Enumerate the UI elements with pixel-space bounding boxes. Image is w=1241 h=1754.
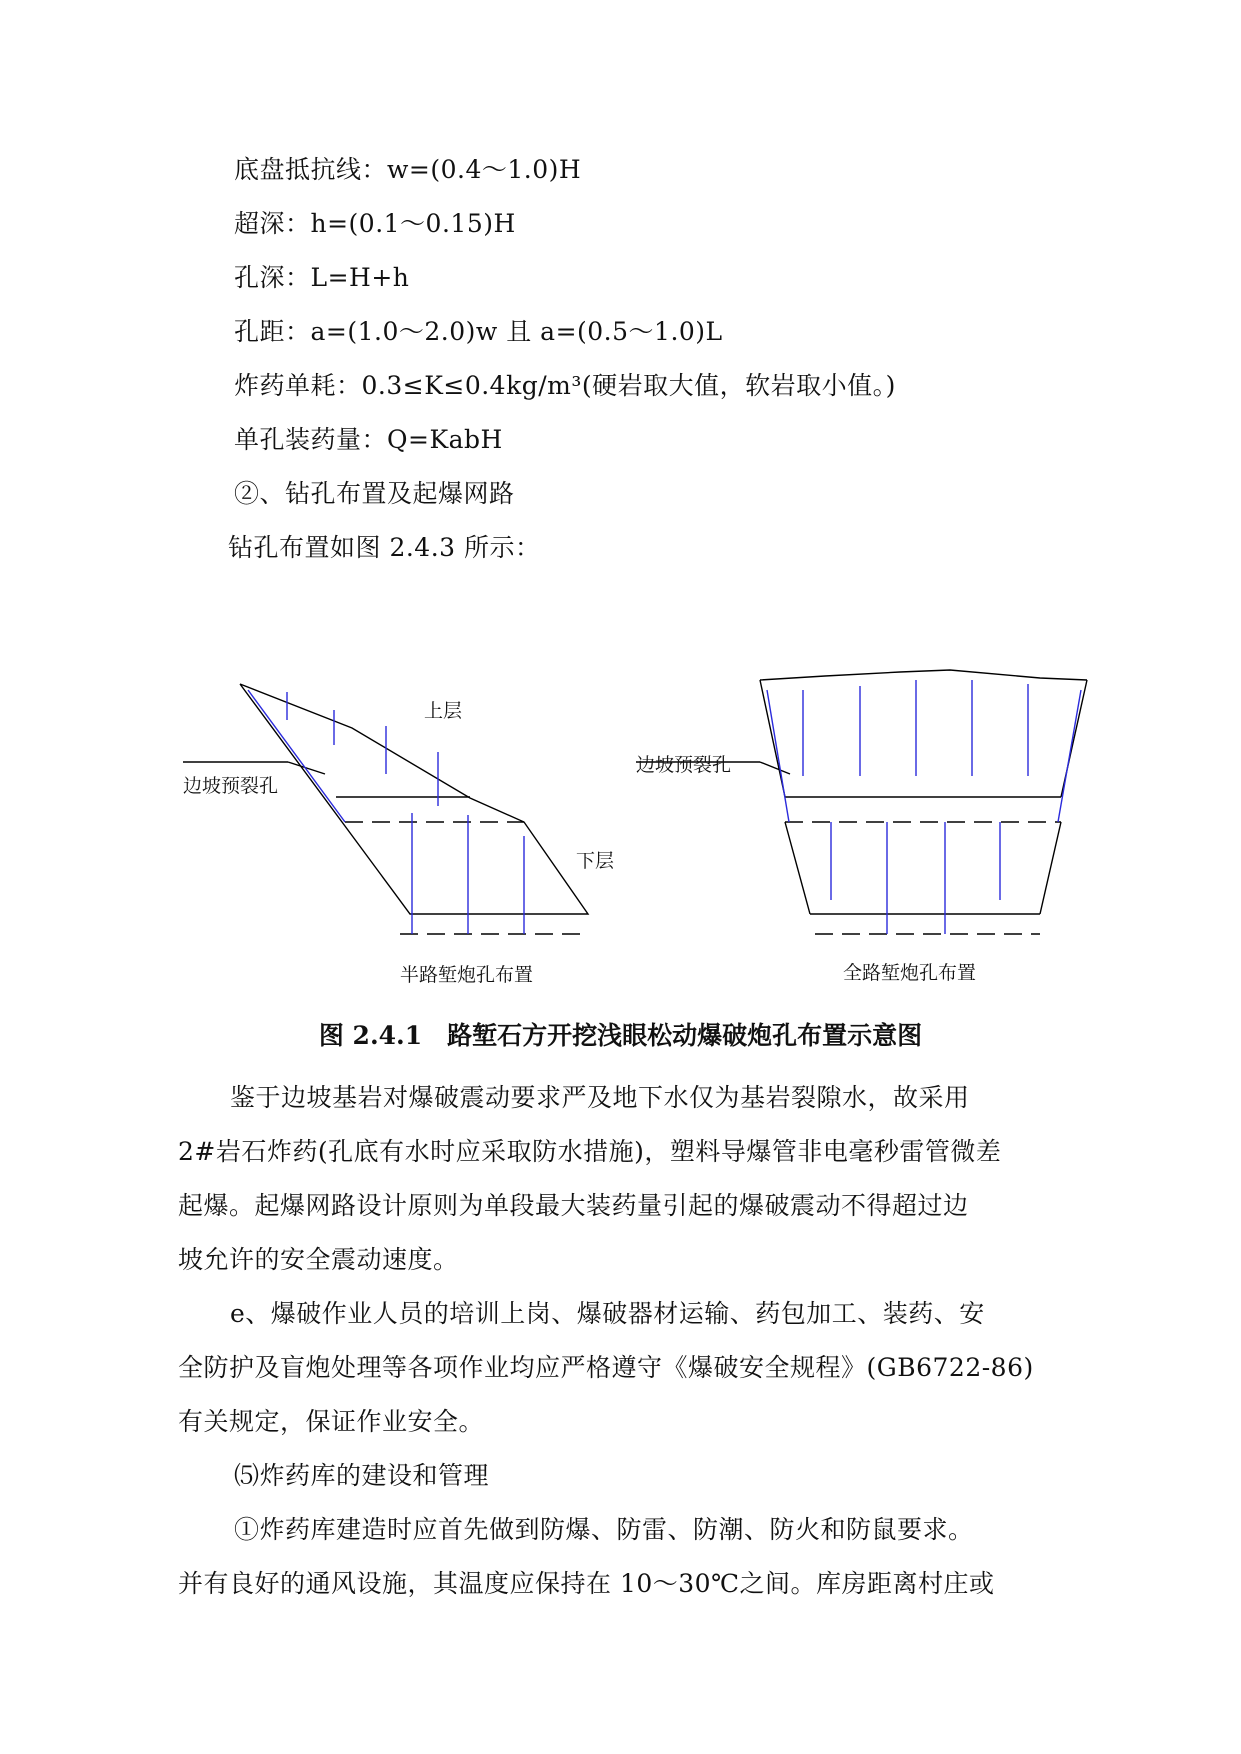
blasthole-line — [248, 690, 345, 822]
paragraph-line: 2#岩石炸药(孔底有水时应采取防水措施)，塑料导爆管非电毫秒雷管微差 — [178, 1137, 1002, 1166]
presplit-hole-label-left: 边坡预裂孔 — [183, 775, 279, 797]
paragraph-line: 并有良好的通风设施，其温度应保持在 10～30℃之间。库房距离村庄或 — [178, 1569, 995, 1598]
section-heading-magazine: ⑸炸药库的建设和管理 — [234, 1461, 490, 1490]
formula-hole-depth: 孔深：L=H+h — [234, 263, 410, 292]
formula-charge-per-hole: 单孔装药量：Q=KabH — [234, 425, 503, 454]
presplit-hole-label-right: 边坡预裂孔 — [636, 754, 732, 776]
blasthole-line — [767, 690, 789, 822]
outline-line — [1040, 822, 1061, 914]
paragraph-line: e、爆破作业人员的培训上岗、爆破器材运输、药包加工、装药、安 — [230, 1299, 985, 1328]
paragraph-line: ①炸药库建造时应首先做到防爆、防雷、防潮、防火和防鼠要求。 — [234, 1515, 974, 1544]
paragraph-line: 有关规定，保证作业安全。 — [178, 1407, 485, 1436]
paragraph-line: 全防护及盲炮处理等各项作业均应严格遵守《爆破安全规程》(GB6722-86) — [178, 1353, 1034, 1382]
half-cutting-subtitle: 半路堑炮孔布置 — [400, 964, 534, 986]
half-cutting-diagram — [183, 684, 588, 934]
section-heading-drilling: ②、钻孔布置及起爆网路 — [234, 479, 515, 508]
outline-line — [288, 762, 325, 774]
formula-base-burden: 底盘抵抗线：w=(0.4～1.0)H — [234, 155, 582, 184]
outline-line — [760, 670, 1087, 680]
figure-caption: 图 2.4.1 路堑石方开挖浅眼松动爆破炮孔布置示意图 — [318, 1021, 923, 1050]
paragraph-line: 鉴于边坡基岩对爆破震动要求严及地下水仅为基岩裂隙水，故采用 — [230, 1083, 970, 1112]
upper-bench-label: 上层 — [424, 700, 463, 722]
formula-hole-spacing: 孔距：a=(1.0～2.0)w 且 a=(0.5～1.0)L — [234, 317, 723, 346]
outline-line — [760, 762, 790, 774]
formula-subdrill: 超深：h=(0.1～0.15)H — [234, 209, 516, 238]
paragraph-line: 坡允许的安全震动速度。 — [178, 1245, 459, 1274]
outline-line — [785, 822, 810, 914]
outline-line — [240, 684, 588, 914]
figure-reference: 钻孔布置如图 2.4.3 所示： — [228, 533, 541, 562]
lower-bench-label: 下层 — [576, 850, 615, 872]
paragraph-line: 起爆。起爆网路设计原则为单段最大装药量引起的爆破震动不得超过边 — [178, 1191, 969, 1220]
blasthole-line — [1058, 690, 1081, 822]
full-cutting-diagram — [636, 670, 1087, 934]
formula-powder-factor: 炸药单耗：0.3≤K≤0.4kg/m³(硬岩取大值，软岩取小值。) — [234, 371, 896, 400]
full-cutting-subtitle: 全路堑炮孔布置 — [843, 962, 977, 984]
